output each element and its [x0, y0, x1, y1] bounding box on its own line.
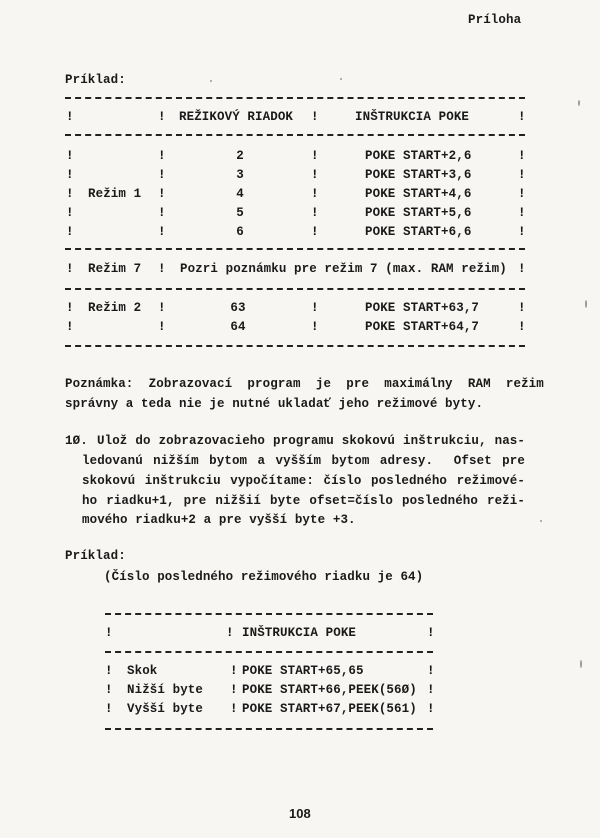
table-rule: [65, 97, 525, 99]
page-number: 108: [289, 806, 311, 821]
poke-instruction: POKE START+5,6: [365, 206, 472, 220]
item-line: Ulož do zobrazovacieho programu skokovú inštrukciu, nas-: [97, 434, 525, 448]
scan-speck: [210, 80, 212, 82]
item-line: skokovú inštrukciu vypočítame: číslo posledného režimové-: [82, 474, 525, 488]
poke-instruction: POKE START+67,PEEK(561): [242, 702, 417, 716]
example-subtitle: (Číslo posledného režimového riadku je 64): [104, 570, 424, 584]
column-separator: !: [518, 225, 526, 239]
column-separator: !: [427, 626, 435, 640]
mode-line-number: 6: [236, 225, 244, 239]
example-label: Príklad:: [65, 549, 126, 563]
column-separator: !: [66, 187, 74, 201]
column-separator: !: [158, 262, 166, 276]
column-separator: !: [66, 225, 74, 239]
column-separator: !: [427, 683, 435, 697]
table-rule: [65, 248, 525, 250]
scan-speck: [578, 100, 580, 106]
column-separator: !: [105, 626, 113, 640]
column-separator: !: [518, 187, 526, 201]
scan-speck: [580, 660, 582, 668]
column-separator: !: [311, 301, 319, 315]
mode-line-number: 64: [230, 320, 246, 334]
column-separator: !: [518, 149, 526, 163]
mode-note: Pozri poznámku pre režim 7 (max. RAM režim): [180, 262, 507, 276]
column-separator: !: [518, 168, 526, 182]
mode-line-number: 4: [236, 187, 244, 201]
table-rule: [105, 728, 433, 730]
column-separator: !: [158, 320, 166, 334]
header-poke-instruction: INŠTRUKCIA POKE: [355, 110, 470, 124]
poke-instruction: POKE START+3,6: [365, 168, 472, 182]
column-separator: !: [158, 168, 166, 182]
column-separator: !: [311, 320, 319, 334]
item-line: ledovanú nižším bytom a vyšším bytom adresy. Ofset pre: [82, 454, 525, 468]
column-separator: !: [311, 168, 319, 182]
column-separator: !: [230, 664, 238, 678]
scan-speck: [340, 78, 342, 80]
mode-label: Režim 2: [88, 301, 142, 315]
mode-label: Režim 1: [88, 187, 142, 201]
column-separator: !: [427, 702, 435, 716]
mode-label: Režim 7: [88, 262, 142, 276]
column-separator: !: [230, 683, 238, 697]
column-separator: !: [66, 206, 74, 220]
column-separator: !: [158, 225, 166, 239]
mode-line-number: 2: [236, 149, 244, 163]
example-label: Príklad:: [65, 73, 126, 87]
mode-line-number: 63: [230, 301, 246, 315]
column-separator: !: [158, 187, 166, 201]
poke-instruction: POKE START+65,65: [242, 664, 364, 678]
column-separator: !: [66, 320, 74, 334]
poke-instruction: POKE START+63,7: [365, 301, 480, 315]
table-rule: [65, 288, 525, 290]
column-separator: !: [226, 626, 234, 640]
column-separator: !: [105, 702, 113, 716]
column-separator: !: [66, 262, 74, 276]
column-separator: !: [66, 301, 74, 315]
mode-line-number: 5: [236, 206, 244, 220]
column-separator: !: [158, 301, 166, 315]
item-line: ho riadku+1, pre nižšií byte ofset=číslo posledného reži-: [82, 494, 525, 508]
column-separator: !: [311, 206, 319, 220]
poke-instruction: POKE START+6,6: [365, 225, 472, 239]
note-line: Poznámka: Zobrazovací program je pre maximálny RAM režim: [65, 377, 544, 391]
column-separator: !: [518, 301, 526, 315]
column-separator: !: [158, 110, 166, 124]
row-name: Nižší byte: [127, 683, 204, 697]
poke-instruction: POKE START+64,7: [365, 320, 480, 334]
scan-speck: [585, 300, 587, 308]
column-separator: !: [518, 262, 526, 276]
row-name: Vyšší byte: [127, 702, 204, 716]
poke-instruction: POKE START+4,6: [365, 187, 472, 201]
table-rule: [105, 613, 433, 615]
table-rule: [105, 651, 433, 653]
column-separator: !: [518, 320, 526, 334]
column-separator: !: [311, 110, 319, 124]
column-separator: !: [105, 664, 113, 678]
header-poke-instruction: INŠTRUKCIA POKE: [242, 626, 357, 640]
column-separator: !: [66, 149, 74, 163]
column-separator: !: [230, 702, 238, 716]
column-separator: !: [311, 225, 319, 239]
column-separator: !: [311, 149, 319, 163]
table-rule: [65, 345, 525, 347]
column-separator: !: [158, 206, 166, 220]
column-separator: !: [427, 664, 435, 678]
scan-speck: [540, 520, 542, 522]
column-separator: !: [66, 168, 74, 182]
item-line: mového riadku+2 a pre vyšší byte +3.: [82, 513, 356, 527]
row-name: Skok: [127, 664, 158, 678]
column-separator: !: [518, 110, 526, 124]
table-rule: [65, 134, 525, 136]
mode-line-number: 3: [236, 168, 244, 182]
column-separator: !: [66, 110, 74, 124]
column-separator: !: [311, 187, 319, 201]
poke-instruction: POKE START+66,PEEK(56Ø): [242, 683, 417, 697]
column-separator: !: [518, 206, 526, 220]
section-title: Príloha: [468, 13, 522, 27]
item-number: 1Ø.: [65, 434, 88, 448]
column-separator: !: [158, 149, 166, 163]
column-separator: !: [105, 683, 113, 697]
note-line: správny a teda nie je nutné ukladať jeho režimové byty.: [65, 397, 484, 411]
poke-instruction: POKE START+2,6: [365, 149, 472, 163]
header-mode-line: REŽIKOVÝ RIADOK: [179, 110, 294, 124]
